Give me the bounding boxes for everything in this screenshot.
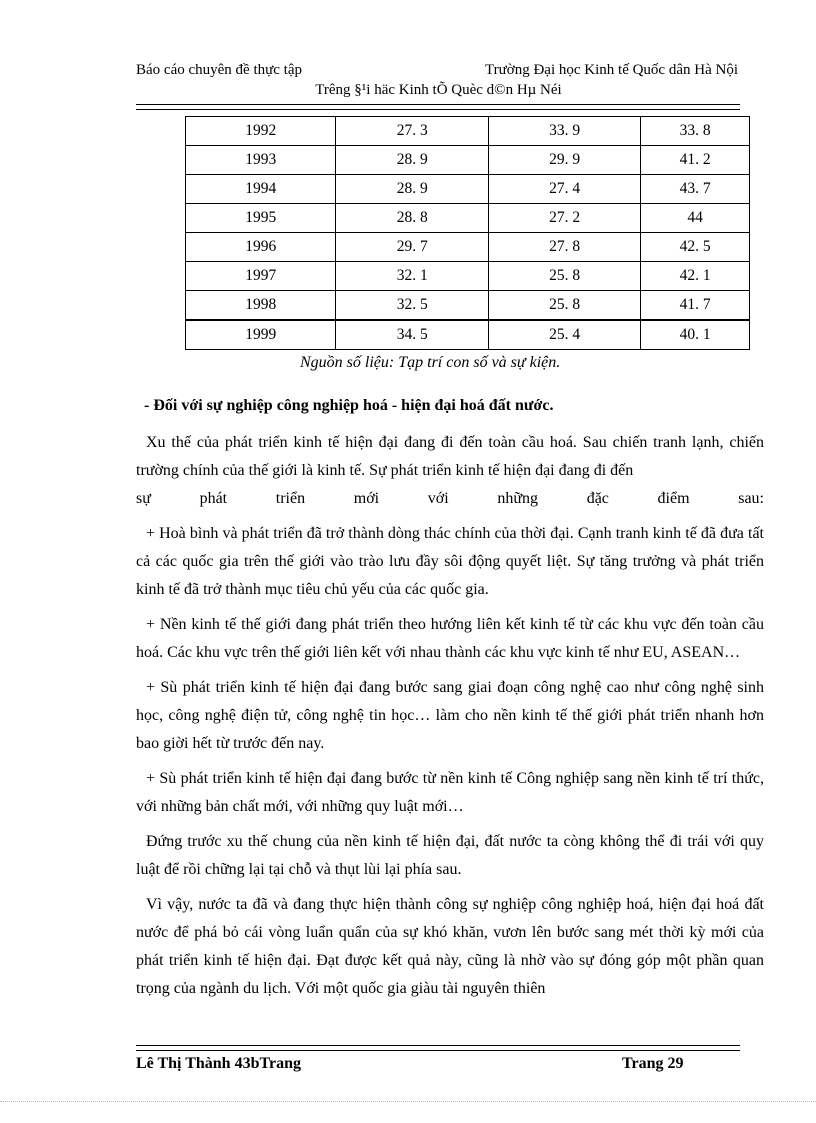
table-cell-year: 1998 — [186, 291, 336, 321]
page-edge-divider — [0, 1101, 816, 1102]
table-cell-year: 1995 — [186, 204, 336, 233]
table-cell: 25. 8 — [488, 262, 640, 291]
table-cell-year: 1999 — [186, 320, 336, 350]
table-cell: 29. 9 — [488, 146, 640, 175]
table-cell: 28. 9 — [336, 175, 488, 204]
page-header — [136, 62, 741, 102]
table-cell-year: 1997 — [186, 262, 336, 291]
table-cell: 42. 1 — [641, 262, 750, 291]
body-text — [136, 392, 764, 1010]
data-table — [185, 116, 750, 350]
table-cell: 44 — [641, 204, 750, 233]
table-row — [186, 233, 750, 262]
table-cell-year: 1992 — [186, 117, 336, 146]
paragraph: + Nền kinh tế thế giới đang phát triển theo hướng liên kết kinh tế từ các khu vực đến toàn cầu hoá. Các khu vực trên thế giới liên kết với nhau thành các khu vực kinh tế như EU, ASEAN… — [136, 616, 764, 661]
table-cell: 28. 9 — [336, 146, 488, 175]
table-cell: 33. 9 — [488, 117, 640, 146]
header-university: Trường Đại học Kinh tế Quốc dân Hà Nội — [485, 62, 738, 78]
table-cell: 32. 5 — [336, 291, 488, 321]
paragraph: Vì vậy, nước ta đã và đang thực hiện thành công sự nghiệp công nghiệp hoá, hiện đại hoá đất nước để phá bỏ cái vòng luẩn quẩn của sự khó khăn, vươn lên bước sang mét thời kỳ mới của phát triển kinh tế hiện đại. Đạt được kết quả này, cũng là nhờ vào sự đóng góp một phần quan trọng của ngành du lịch. Với một quốc gia giàu tài nguyên thiên — [136, 896, 764, 997]
table-cell-year: 1994 — [186, 175, 336, 204]
table-cell: 41. 2 — [641, 146, 750, 175]
paragraph: + Hoà bình và phát triển đã trở thành dòng thác chính của thời đại. Cạnh tranh kinh tế đã đưa tất cả các quốc gia trên thế giới vào trào lưu đầy sôi động quyết liệt. Sự tăng trưởng và phát triển kinh tế đã trở thành mục tiêu chủ yếu của các quốc gia. — [136, 525, 764, 598]
table-cell: 28. 8 — [336, 204, 488, 233]
footer-author: Lê Thị Thành 43bTrang — [136, 1055, 301, 1072]
table-cell: 25. 8 — [488, 291, 640, 321]
header-report-title: Báo cáo chuyên đề thực tập — [136, 62, 302, 78]
table-cell: 25. 4 — [488, 320, 640, 350]
table-row — [186, 175, 750, 204]
table-cell: 41. 7 — [641, 291, 750, 321]
table-cell: 43. 7 — [641, 175, 750, 204]
paragraph: + Sù phát triển kinh tế hiện đại đang bước từ nền kinh tế Công nghiệp sang nền kinh tế trí thức, với những bản chất mới, với những quy luật mới… — [136, 770, 764, 815]
section-subheading: - Đối với sự nghiệp công nghiệp hoá - hiện đại hoá đất nước. — [144, 397, 554, 414]
footer-divider — [136, 1045, 740, 1051]
table-row — [186, 320, 750, 350]
table-cell-year: 1996 — [186, 233, 336, 262]
table-cell-year: 1993 — [186, 146, 336, 175]
table-cell: 27. 2 — [488, 204, 640, 233]
header-subtitle: Trêng §¹i häc Kinh tÕ Quèc d©n Hµ Néi — [315, 82, 562, 98]
table-cell: 33. 8 — [641, 117, 750, 146]
table-cell: 34. 5 — [336, 320, 488, 350]
table-cell: 42. 5 — [641, 233, 750, 262]
table-row — [186, 262, 750, 291]
table-row — [186, 146, 750, 175]
table-source-note: Nguồn số liệu: Tạp trí con số và sự kiện. — [300, 354, 561, 371]
table-cell: 27. 3 — [336, 117, 488, 146]
table-cell: 27. 8 — [488, 233, 640, 262]
table-cell: 27. 4 — [488, 175, 640, 204]
paragraph: Đứng trước xu thế chung của nền kinh tế hiện đại, đất nước ta còng không thể đi trái với quy luật để rồi chững lại tại chỗ và thụt lùi lại phía sau. — [136, 833, 764, 878]
table-row — [186, 291, 750, 321]
table-row — [186, 204, 750, 233]
paragraph: + Sù phát triển kinh tế hiện đại đang bước sang giai đoạn công nghệ cao như công nghệ sinh học, công nghệ điện tử, công nghệ tin học… làm cho nền kinh tế thế giới phát triển nhanh hơn bao giời hết từ trước đến nay. — [136, 679, 764, 752]
table-cell: 29. 7 — [336, 233, 488, 262]
table-row — [186, 117, 750, 146]
header-divider — [136, 104, 740, 110]
paragraph — [136, 429, 764, 485]
paragraph-continuation: sự phát triển mới với những đặc điểm sau: — [136, 490, 764, 507]
page-number: Trang 29 — [622, 1055, 684, 1072]
table-cell: 40. 1 — [641, 320, 750, 350]
paragraph-text: Xu thế của phát triển kinh tế hiện đại đang đi đến toàn cầu hoá. Sau chiến tranh lạnh, chiến trường chính của thế giới là kinh tế. Sự phát triển kinh tế hiện đại đang đi đến — [136, 434, 764, 479]
table-cell: 32. 1 — [336, 262, 488, 291]
